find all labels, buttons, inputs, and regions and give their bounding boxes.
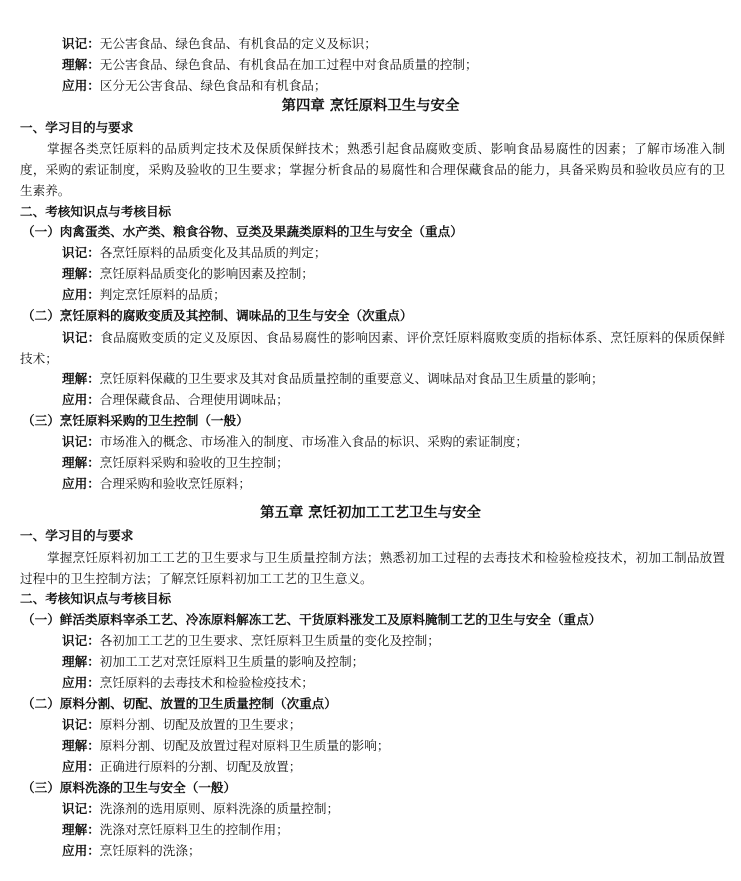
- item-text: 合理保藏食品、合理使用调味品；: [99, 392, 289, 407]
- ch5-s2-recall: [62, 715, 301, 735]
- item-text: 正确进行原料的分割、切配及放置；: [99, 759, 302, 774]
- ch5-s2-apply: [62, 757, 301, 777]
- item-label: 识记：: [62, 717, 100, 732]
- ch5-section-goals: 一、学习目的与要求: [20, 528, 134, 543]
- ch4-s1-recall: [62, 243, 326, 263]
- ch5-s3-apply: [62, 841, 201, 861]
- item-text: 食品腐败变质的定义及原因、食品易腐性的影响因素、评价烹饪原料腐败变质的指标体系、烹饪原料的保质保鲜技术；: [20, 330, 725, 366]
- item-text: 初加工工艺对烹饪原料卫生质量的影响及控制；: [99, 654, 365, 669]
- ch4-s3-apply: [62, 474, 251, 494]
- ch4-s3-understand: [62, 453, 289, 473]
- item-text: 各初加工工艺的卫生要求、烹饪原料卫生质量的变化及控制；: [99, 633, 440, 648]
- chapter-5-title: 第五章 烹饪初加工工艺卫生与安全: [260, 504, 481, 521]
- item-label: 理解：: [62, 822, 100, 837]
- item-text: 各烹饪原料的品质变化及其品质的判定；: [99, 245, 327, 260]
- item-text: 区分无公害食品、绿色食品和有机食品；: [99, 78, 327, 93]
- ch5-subsection-1: （一）鲜活类原料宰杀工艺、冷冻原料解冻工艺、干货原料涨发工及原料腌制工艺的卫生与安全（重点）: [22, 612, 602, 627]
- item-label: 应用：: [62, 392, 100, 407]
- item-text: 市场准入的概念、市场准入的制度、市场准入食品的标识、采购的索证制度；: [99, 434, 528, 449]
- ch4-s2-apply: [62, 390, 289, 410]
- item-text: 烹饪原料品质变化的影响因素及控制；: [99, 266, 314, 281]
- item-text: 洗涤对烹饪原料卫生的控制作用；: [99, 822, 289, 837]
- item-label: 识记：: [62, 633, 100, 648]
- chapter-4-title: 第四章 烹饪原料卫生与安全: [281, 97, 460, 114]
- item-label: 识记：: [62, 330, 101, 345]
- item-label: 应用：: [62, 287, 100, 302]
- item-label: 理解：: [62, 371, 100, 386]
- item-text: 合理采购和验收烹饪原料；: [99, 476, 251, 491]
- top-item-understand: [62, 55, 478, 75]
- item-label: 应用：: [62, 843, 100, 858]
- item-text: 烹饪原料保藏的卫生要求及其对食品质量控制的重要意义、调味品对食品卫生质量的影响；: [99, 371, 604, 386]
- ch5-s3-recall: [62, 799, 339, 819]
- item-text: 洗涤剂的选用原则、原料洗涤的质量控制；: [99, 801, 340, 816]
- ch5-section-assessment: 二、考核知识点与考核目标: [20, 591, 172, 606]
- ch5-s1-apply: [62, 673, 314, 693]
- item-label: 识记：: [62, 245, 100, 260]
- item-text: 烹饪原料采购和验收的卫生控制；: [99, 455, 289, 470]
- item-text: 原料分割、切配及放置的卫生要求；: [99, 717, 302, 732]
- item-label: 应用：: [62, 78, 100, 93]
- ch4-s3-recall: [62, 432, 528, 452]
- ch4-goals-paragraph: 掌握各类烹饪原料的品质判定技术及保质保鲜技术；熟悉引起食品腐败变质、影响食品易腐性的因素；了解市场准入制度，采购的索证制度，采购及验收的卫生要求；掌握分析食品的易腐性和合理保藏食品的能力，具备采购员和验收员应有的卫生素养。: [20, 141, 725, 198]
- ch4-s2-recall: [20, 327, 725, 369]
- ch5-s3-understand: [62, 820, 289, 840]
- ch4-s1-understand: [62, 264, 314, 284]
- ch4-s2-understand: [62, 369, 604, 389]
- item-text: 无公害食品、绿色食品、有机食品在加工过程中对食品质量的控制；: [99, 57, 478, 72]
- ch4-section-goals: 一、学习目的与要求: [20, 120, 134, 135]
- item-text: 烹饪原料的去毒技术和检验检疫技术；: [99, 675, 314, 690]
- item-label: 理解：: [62, 266, 100, 281]
- ch4-subsection-3: （三）烹饪原料采购的卫生控制（一般）: [22, 413, 249, 428]
- ch4-subsection-2: （二）烹饪原料的腐败变质及其控制、调味品的卫生与安全（次重点）: [22, 308, 413, 323]
- ch4-s1-apply: [62, 285, 226, 305]
- item-label: 应用：: [62, 476, 100, 491]
- ch5-goals-paragraph: 掌握烹饪原料初加工工艺的卫生要求与卫生质量控制方法；熟悉初加工过程的去毒技术和检验检疫技术，初加工制品放置过程中的卫生控制方法；了解烹饪原料初加工工艺的卫生意义。: [20, 550, 725, 586]
- item-label: 识记：: [62, 801, 100, 816]
- item-text: 无公害食品、绿色食品、有机食品的定义及标识；: [99, 36, 377, 51]
- ch4-section-assessment: 二、考核知识点与考核目标: [20, 204, 172, 219]
- item-label: 识记：: [62, 36, 100, 51]
- top-item-apply: [62, 76, 326, 96]
- item-text: 烹饪原料的洗涤；: [99, 843, 201, 858]
- ch5-s1-recall: [62, 631, 440, 651]
- item-text: 原料分割、切配及放置过程对原料卫生质量的影响；: [99, 738, 390, 753]
- item-label: 理解：: [62, 738, 100, 753]
- item-label: 应用：: [62, 675, 100, 690]
- ch5-subsection-2: （二）原料分割、切配、放置的卫生质量控制（次重点）: [22, 696, 337, 711]
- item-text: 判定烹饪原料的品质；: [99, 287, 226, 302]
- item-label: 理解：: [62, 654, 100, 669]
- ch5-s2-understand: [62, 736, 389, 756]
- ch5-subsection-3: （三）原料洗涤的卫生与安全（一般）: [22, 780, 237, 795]
- top-item-recall: [62, 34, 377, 54]
- item-label: 应用：: [62, 759, 100, 774]
- item-label: 理解：: [62, 455, 100, 470]
- ch5-s1-understand: [62, 652, 364, 672]
- item-label: 识记：: [62, 434, 100, 449]
- item-label: 理解：: [62, 57, 100, 72]
- ch4-subsection-1: （一）肉禽蛋类、水产类、粮食谷物、豆类及果蔬类原料的卫生与安全（重点）: [22, 224, 463, 239]
